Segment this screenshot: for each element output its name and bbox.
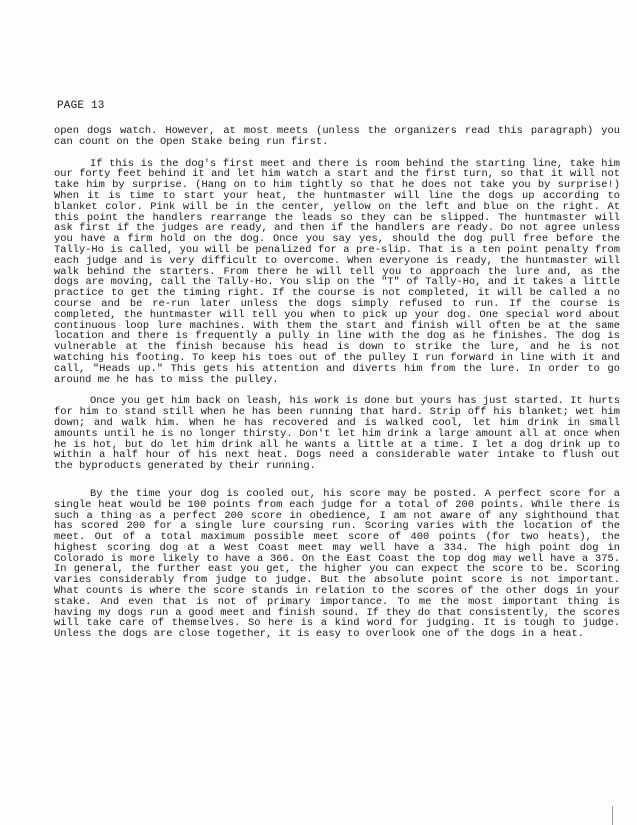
scan-edge-mark xyxy=(612,806,613,825)
body-text xyxy=(54,126,620,653)
paragraph-scoring: By the time your dog is cooled out, his score may be posted. A perfect score for a single heat would be 100 points from each judge for a total of 200 points. While there is such a thing as a perfect 200 score in obedience, I am not aware of any sighthound that has scored 200 for a single lure coursing run. Scoring varies with the location of the meet. Out of a total maximum possible meet score of 400 points (for two heats), the highest scoring dog at a West Coast meet may well have a 334. The high point dog in Colorado is more likely to have a 366. On the East Coast the top dog may well have a 375. In general, the further east you get, the higher you can expect the score to be. Scoring varies considerably from judge to judge. But the absolute point score is not important. What counts is where the score stands in relation to the scores of the other dogs in your stake. And even that is not of primary importance. To me the most important thing is having my dogs run a good meet and finish sound. If they do that consistently, the scores will take care of themselves. So here is a kind word for judging. It is tough to judge. Unless the dogs are close together, it is easy to overlook one of the dogs in a heat. xyxy=(54,487,620,641)
paragraph-first-meet: If this is the dog's first meet and there is room behind the starting line, take him our forty feet behind it and let him watch a start and the first turn, so that it will not take him by surprise. (Hang on to him tightly so that he does not take you by surprise!) When it is time to start your heat, the huntmaster will line the dogs up according to blanket color. Pink will be in the center, yellow on the left and blue on the right. At this point the handlers rearrange the leads so they can be slipped. The huntmaster will ask first if the judges are ready, and then if the handlers are ready. Do not agree unless you have a firm hold on the dog. Once you say yes, should the dog pull free before the Tally-Ho is called, you will be penalized for a pre-slip. That is a ten point penalty from each judge and is very difficult to overcome. When everyone is ready, the huntmaster will walk behind the starters. From there he will tell you to approach the lure and, as the dogs are moving, call the Tally-Ho. You slip on the "T" of Tally-Ho, and it takes a little practice to get the timing right. If the course is not completed, it will be called a no course and be re-run later unless the dogs simply refused to run. If the course is completed, the huntmaster will tell you when to pick up your dog. One special word about continuous loop lure machines. With them the start and finish will often be at the same location and there is frequently a pully in line with the dog as he finishes. The dog is vulnerable at the finish because his head is down to strike the lure, and he is not watching his footing. To keep his toes out of the pulley I run forward in line with it and call, "Heads up." This gets his attention and diverts him from the lure. In order to go around me he has to miss the pulley. xyxy=(54,157,620,386)
page-number: PAGE 13 xyxy=(57,100,105,112)
paragraph-continuation: open dogs watch. However, at most meets (unless the organizers read this paragraph) you can count on the Open Stake being run first. xyxy=(54,125,620,148)
paragraph-after-run: Once you get him back on leash, his work is done but yours has just started. It hurts for him to stand still when he has been running that hard. Strip off his blanket; wet him down; and walk him. When he has recovered and is walked cool, let him drink in small amounts until he is no longer thirsty. Don't let him drink a large amount all at once when he is hot, but do let him drink all he wants a little at a time. I let a dog drink up to within a half hour of his next heat. Dogs need a considerable water intake to flush out the byproducts generated by their running. xyxy=(54,395,621,473)
